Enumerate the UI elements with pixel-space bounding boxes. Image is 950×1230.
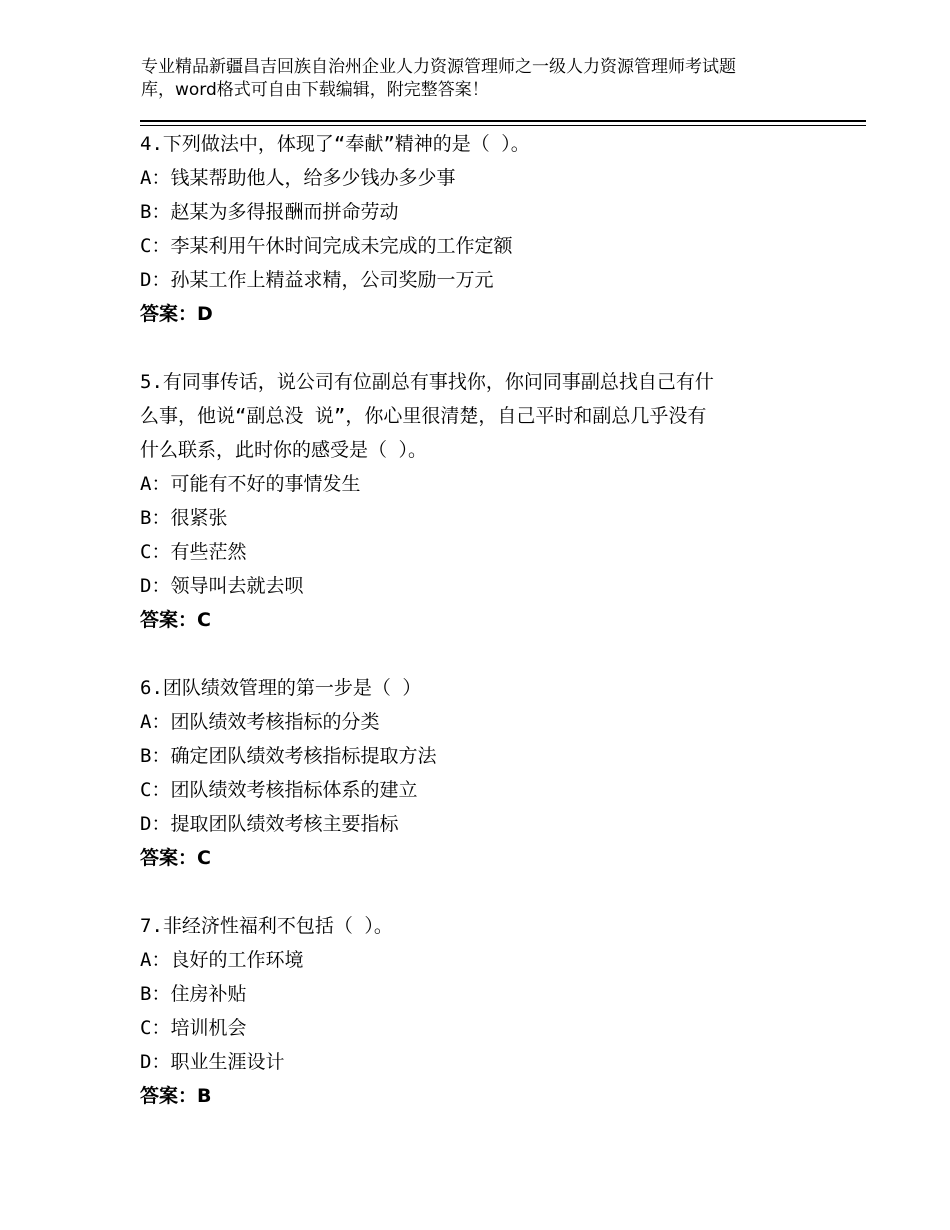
header-line-1: 专业精品新疆昌吉回族自治州企业人力资源管理师之一级人力资源管理师考试题 <box>141 57 736 77</box>
question-4-answer: 答案：D <box>140 303 213 325</box>
question-5-text-line-2: 么事，他说“副总没 说”，你心里很清楚，自己平时和副总几乎没有 <box>140 405 707 427</box>
question-4-text: 4.下列做法中，体现了“奉献”精神的是（ ）。 <box>140 133 530 155</box>
question-4-option-b: B：赵某为多得报酬而拼命劳动 <box>140 201 399 223</box>
question-6-option-b: B：确定团队绩效考核指标提取方法 <box>140 745 437 767</box>
question-6 <box>140 671 830 875</box>
question-7-option-d: D：职业生涯设计 <box>140 1051 285 1073</box>
question-7-option-b: B：住房补贴 <box>140 983 247 1005</box>
question-4-option-a: A：钱某帮助他人，给多少钱办多少事 <box>140 167 456 189</box>
question-7-answer: 答案：B <box>140 1085 212 1107</box>
question-7-option-c: C：培训机会 <box>140 1017 247 1039</box>
question-4-option-d: D：孙某工作上精益求精，公司奖励一万元 <box>140 269 494 291</box>
question-7 <box>140 909 830 1113</box>
question-6-answer: 答案：C <box>140 847 211 869</box>
spacer <box>140 875 830 909</box>
question-5-text-line-3: 什么联系，此时你的感受是（ ）。 <box>140 439 427 461</box>
header-rule-thin <box>140 125 866 126</box>
question-5-text-line-1: 5.有同事传话，说公司有位副总有事找你，你问同事副总找自己有什 <box>140 371 714 393</box>
question-4-option-c: C：李某利用午休时间完成未完成的工作定额 <box>140 235 513 257</box>
header-rule-thick <box>140 120 866 122</box>
question-5-option-c: C：有些茫然 <box>140 541 247 563</box>
spacer <box>140 331 830 365</box>
document-header <box>141 56 841 102</box>
question-6-option-c: C：团队绩效考核指标体系的建立 <box>140 779 418 801</box>
question-5-option-b: B：很紧张 <box>140 507 228 529</box>
question-list <box>140 127 830 1113</box>
question-5-option-a: A：可能有不好的事情发生 <box>140 473 361 495</box>
question-7-text: 7.非经济性福利不包括（ ）。 <box>140 915 393 937</box>
question-6-option-a: A：团队绩效考核指标的分类 <box>140 711 380 733</box>
question-4 <box>140 127 830 331</box>
question-5 <box>140 365 830 637</box>
spacer <box>140 637 830 671</box>
question-7-option-a: A：良好的工作环境 <box>140 949 304 971</box>
header-line-2: 库，word格式可自由下载编辑，附完整答案！ <box>141 80 489 100</box>
question-5-option-d: D：领导叫去就去呗 <box>140 575 304 597</box>
question-6-text: 6.团队绩效管理的第一步是（ ） <box>140 677 422 699</box>
question-5-answer: 答案：C <box>140 609 211 631</box>
question-6-option-d: D：提取团队绩效考核主要指标 <box>140 813 399 835</box>
